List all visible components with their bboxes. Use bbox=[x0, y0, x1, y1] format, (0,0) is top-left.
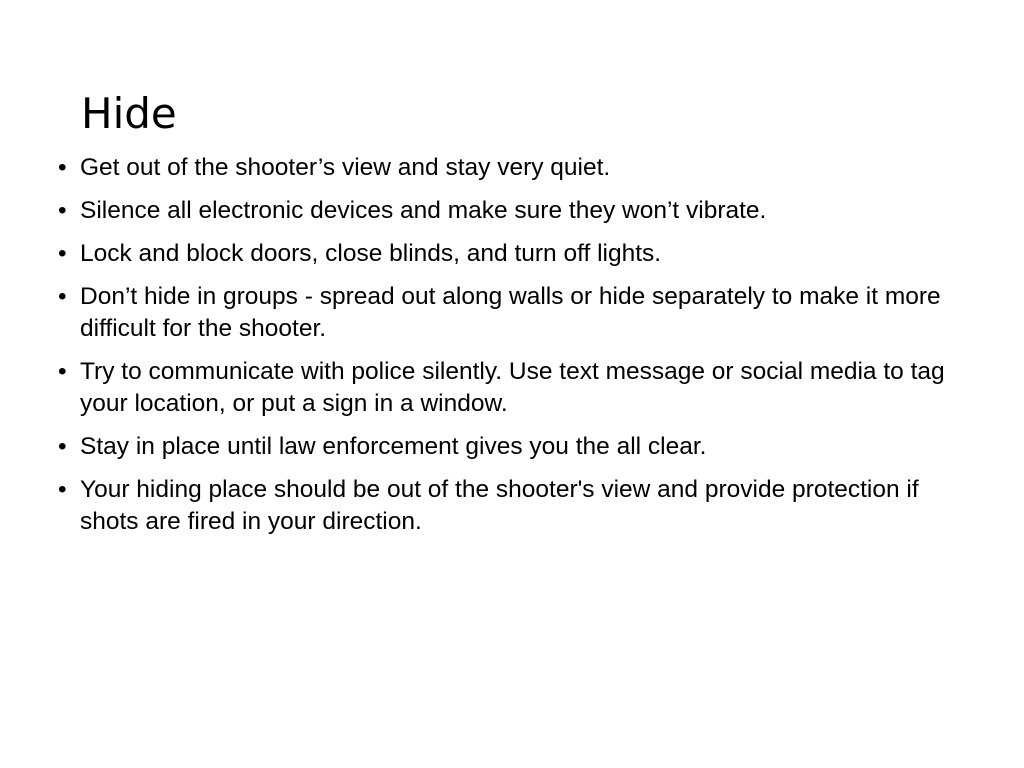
bullet-marker: • bbox=[58, 476, 67, 503]
bullet-item bbox=[58, 356, 958, 420]
bullet-item bbox=[58, 474, 958, 538]
bullet-item bbox=[58, 431, 958, 463]
bullet-text: Get out of the shooter’s view and stay very quiet. bbox=[80, 154, 611, 181]
bullet-text: Silence all electronic devices and make sure they won’t vibrate. bbox=[80, 197, 767, 224]
bullet-text: Don’t hide in groups - spread out along walls or hide separately to make it more difficult for the shooter. bbox=[80, 283, 941, 342]
slide-title: Hide bbox=[81, 89, 177, 138]
bullet-item bbox=[58, 195, 958, 227]
bullet-text: Your hiding place should be out of the shooter's view and provide protection if shots are fired in your direction. bbox=[80, 476, 919, 535]
bullet-item bbox=[58, 152, 958, 184]
bullet-item bbox=[58, 238, 958, 270]
bullet-marker: • bbox=[58, 240, 67, 267]
bullet-item bbox=[58, 281, 958, 345]
bullet-marker: • bbox=[58, 283, 67, 310]
bullet-marker: • bbox=[58, 154, 67, 181]
bullet-marker: • bbox=[58, 358, 67, 385]
bullet-text: Stay in place until law enforcement gives you the all clear. bbox=[80, 433, 707, 460]
bullet-text: Try to communicate with police silently. Use text message or social media to tag your location, or put a sign in a window. bbox=[80, 358, 945, 417]
bullet-marker: • bbox=[58, 197, 67, 224]
bullet-marker: • bbox=[58, 433, 67, 460]
bullet-list bbox=[58, 152, 958, 549]
bullet-text: Lock and block doors, close blinds, and turn off lights. bbox=[80, 240, 662, 267]
